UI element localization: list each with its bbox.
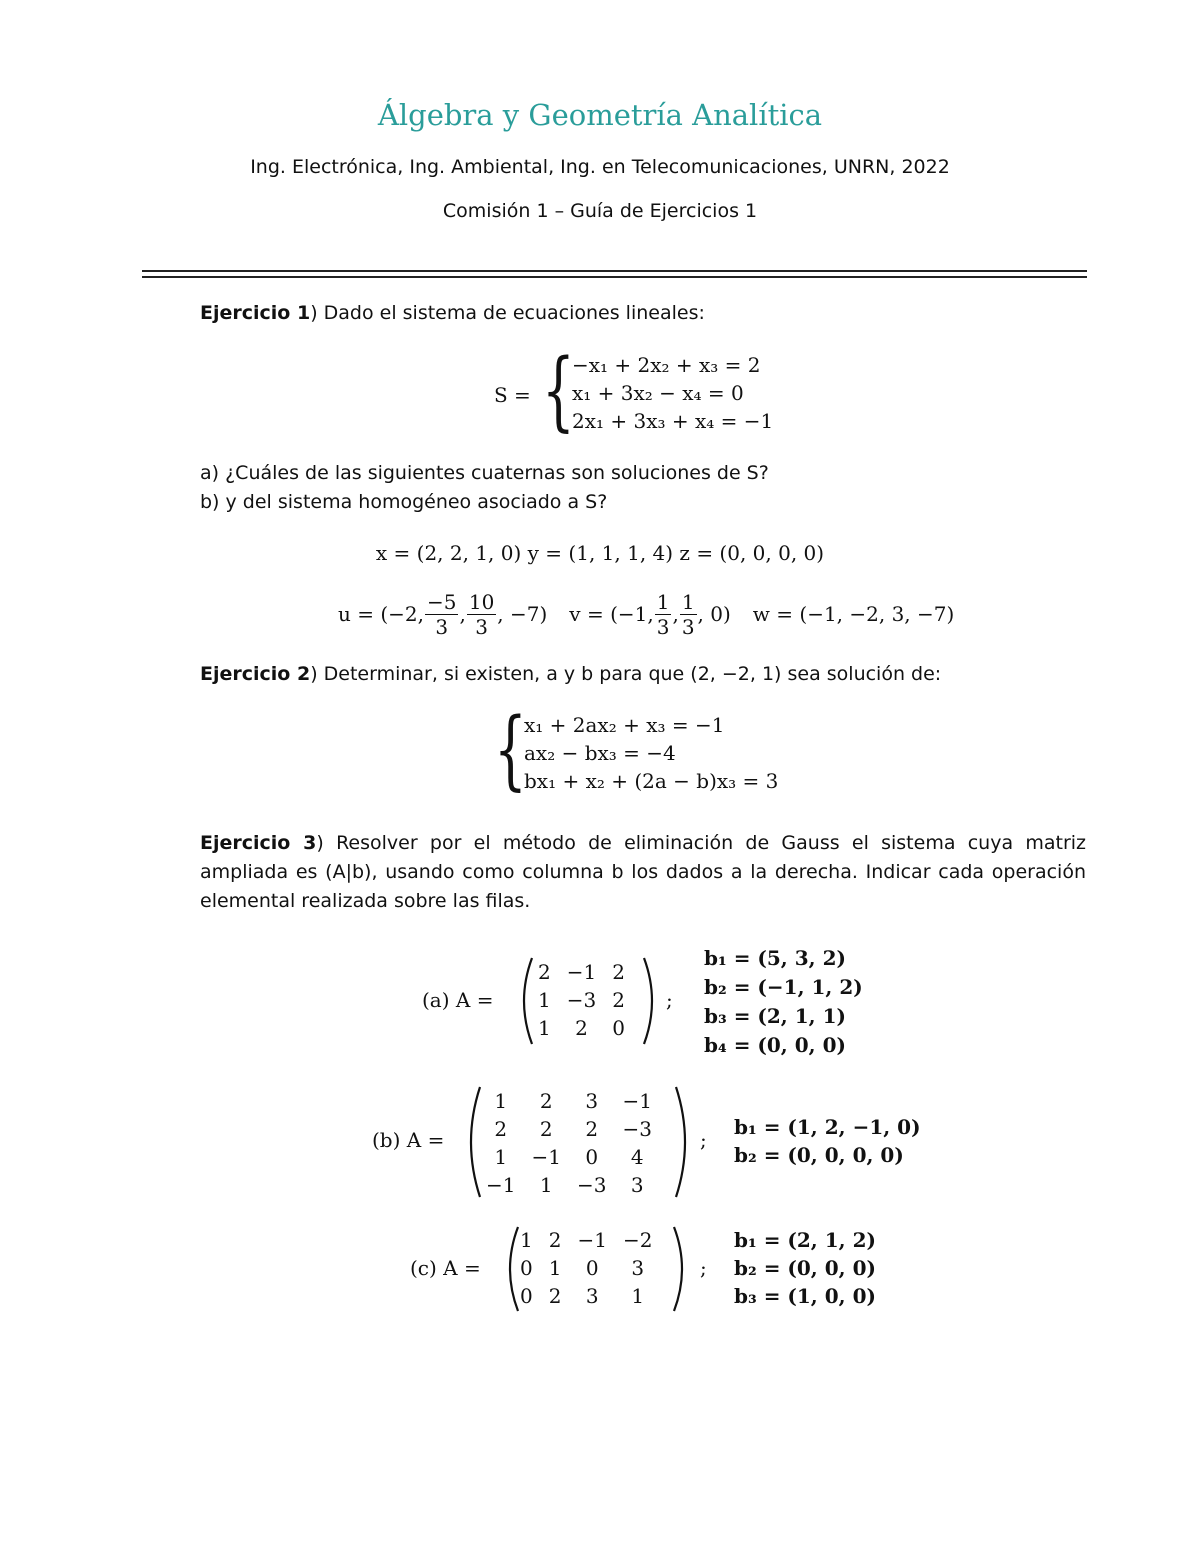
ej1-vector-w: w = (−1, −2, 3, −7) xyxy=(752,602,955,626)
ej3-intro: ) Resolver por el método de eliminación de Gauss el sistema cuya matriz ampliada es (A|b), usando como columna b los dados a la derecha. Indicar cada operación elemental realizada sobre las filas. xyxy=(200,832,1087,912)
ej3b-b1: b₁ = (1, 2, −1, 0) xyxy=(734,1115,921,1139)
matrix-cell: 3 xyxy=(630,1173,644,1197)
matrix-row xyxy=(512,1226,660,1254)
ej3a-right-paren xyxy=(640,955,664,1047)
matrix-row xyxy=(530,986,633,1014)
matrix-cell: 1 xyxy=(631,1284,645,1308)
matrix-cell: 3 xyxy=(585,1089,599,1113)
matrix-cell: −3 xyxy=(622,1117,652,1141)
matrix-row xyxy=(530,1014,633,1042)
ej2-heading xyxy=(200,663,941,685)
comma: , xyxy=(459,602,466,626)
ej3a-b3: b₃ = (2, 1, 1) xyxy=(704,1004,846,1028)
ej1-vector-v-suffix: , 0) xyxy=(697,602,731,626)
document-commission: Comisión 1 – Guía de Ejercicios 1 xyxy=(442,200,758,222)
matrix-cell: 1 xyxy=(538,988,551,1012)
matrix-cell: 4 xyxy=(630,1145,644,1169)
ej3a-b4: b₄ = (0, 0, 0) xyxy=(704,1033,846,1057)
matrix-cell: −3 xyxy=(576,1173,607,1197)
ej1-system-lhs: S = xyxy=(494,383,531,407)
matrix-cell: 0 xyxy=(520,1256,533,1280)
matrix-cell: −1 xyxy=(622,1089,652,1113)
matrix-cell: 2 xyxy=(612,960,625,984)
ej1-intro: ) Dado el sistema de ecuaciones lineales: xyxy=(310,302,705,324)
matrix-cell: −1 xyxy=(531,1145,561,1169)
comma: , xyxy=(672,602,679,626)
ej1-eq2: x₁ + 3x₂ − x₄ = 0 xyxy=(572,381,744,405)
matrix-row xyxy=(478,1143,660,1171)
matrix-cell: 0 xyxy=(520,1284,533,1308)
frac-num: 1 xyxy=(656,589,670,614)
frac-num: −5 xyxy=(427,589,457,614)
matrix-cell: 1 xyxy=(494,1089,508,1113)
ej2-eq3: bx₁ + x₂ + (2a − b)x₃ = 3 xyxy=(524,769,779,793)
matrix-cell: 3 xyxy=(631,1256,645,1280)
ej1-v-frac1 xyxy=(655,590,672,639)
matrix-row xyxy=(512,1254,660,1282)
matrix-cell: 2 xyxy=(539,1117,553,1141)
ej1-u-frac2 xyxy=(467,590,496,639)
ej3c-b1: b₁ = (2, 1, 2) xyxy=(734,1228,876,1252)
frac-num: 10 xyxy=(468,589,495,614)
ej1-vector-v-prefix: v = (−1, xyxy=(569,602,654,626)
matrix-cell: 2 xyxy=(548,1284,562,1308)
frac-den: 3 xyxy=(475,614,488,639)
ej3-label: Ejercicio 3 xyxy=(200,832,317,854)
ej1-label: Ejercicio 1 xyxy=(200,302,311,324)
matrix-cell: 0 xyxy=(612,1016,625,1040)
ej3c-b2: b₂ = (0, 0, 0) xyxy=(734,1256,876,1280)
ej1-u-frac1 xyxy=(425,590,458,639)
matrix-cell: 1 xyxy=(538,1016,551,1040)
frac-den: 3 xyxy=(681,614,695,639)
header-rule-top xyxy=(142,270,1087,272)
matrix-cell: 1 xyxy=(539,1173,553,1197)
ej3c-lhs: (c) A = xyxy=(410,1256,481,1280)
ej3a-matrix xyxy=(530,958,633,1042)
matrix-cell: −1 xyxy=(486,1173,516,1197)
matrix-cell: 2 xyxy=(575,1016,588,1040)
matrix-cell: 2 xyxy=(612,988,625,1012)
ej1-question-b: b) y del sistema homogéneo asociado a S? xyxy=(200,491,608,513)
matrix-cell: 3 xyxy=(585,1284,599,1308)
ej1-left-brace: { xyxy=(542,341,575,441)
ej3a-b1: b₁ = (5, 3, 2) xyxy=(704,946,846,970)
matrix-cell: −2 xyxy=(622,1228,653,1252)
ej3c-matrix xyxy=(512,1226,660,1310)
ej3b-b2: b₂ = (0, 0, 0, 0) xyxy=(734,1143,904,1167)
matrix-cell: 2 xyxy=(539,1089,553,1113)
ej3-paragraph xyxy=(200,829,1086,916)
document-title: Álgebra y Geometría Analítica xyxy=(377,98,823,132)
matrix-cell: 1 xyxy=(520,1228,533,1252)
ej3b-matrix xyxy=(478,1087,660,1199)
ej1-vector-u-prefix: u = (−2, xyxy=(338,602,424,626)
matrix-cell: −3 xyxy=(566,988,597,1012)
ej1-eq1: −x₁ + 2x₂ + x₃ = 2 xyxy=(572,353,761,377)
ej1-question-a: a) ¿Cuáles de las siguientes cuaternas son soluciones de S? xyxy=(200,462,769,484)
frac-num: 1 xyxy=(681,589,695,614)
ej1-heading xyxy=(200,302,705,324)
ej2-label: Ejercicio 2 xyxy=(200,663,311,685)
matrix-cell: −1 xyxy=(566,960,597,984)
ej3a-lhs: (a) A = xyxy=(422,988,494,1012)
header-rule-bottom xyxy=(142,276,1087,278)
ej3b-separator: ; xyxy=(700,1128,707,1152)
frac-den: 3 xyxy=(656,614,670,639)
ej3b-right-paren xyxy=(672,1084,696,1200)
matrix-cell: 1 xyxy=(548,1256,562,1280)
matrix-row xyxy=(530,958,633,986)
matrix-row xyxy=(478,1115,660,1143)
matrix-cell: 2 xyxy=(585,1117,599,1141)
matrix-cell: 2 xyxy=(538,960,551,984)
matrix-cell: 1 xyxy=(494,1145,508,1169)
ej3a-b2: b₂ = (−1, 1, 2) xyxy=(704,975,863,999)
matrix-cell: 0 xyxy=(585,1145,599,1169)
ej2-intro: ) Determinar, si existen, a y b para que (2, −2, 1) sea solución de: xyxy=(310,663,942,685)
ej2-eq1: x₁ + 2ax₂ + x₃ = −1 xyxy=(524,713,725,737)
matrix-row xyxy=(478,1087,660,1115)
ej1-v-frac2 xyxy=(680,590,697,639)
ej3c-b3: b₃ = (1, 0, 0) xyxy=(734,1284,876,1308)
ej3b-lhs: (b) A = xyxy=(372,1128,445,1152)
ej3c-right-paren xyxy=(670,1224,694,1314)
ej2-left-brace: { xyxy=(494,700,527,800)
matrix-row xyxy=(512,1282,660,1310)
matrix-cell: 2 xyxy=(548,1228,562,1252)
ej1-vectors-row1: x = (2, 2, 1, 0) y = (1, 1, 1, 4) z = (0, 0, 0, 0) xyxy=(375,541,825,565)
ej1-vector-u-suffix: , −7) xyxy=(497,602,548,626)
matrix-cell: 2 xyxy=(494,1117,508,1141)
matrix-cell: −1 xyxy=(577,1228,607,1252)
ej3c-separator: ; xyxy=(700,1256,707,1280)
ej1-eq3: 2x₁ + 3x₃ + x₄ = −1 xyxy=(572,409,774,433)
frac-den: 3 xyxy=(435,614,449,639)
ej1-vectors-row2 xyxy=(338,588,954,640)
ej3a-separator: ; xyxy=(666,988,673,1012)
matrix-row xyxy=(478,1171,660,1199)
matrix-cell: 0 xyxy=(585,1256,599,1280)
ej2-eq2: ax₂ − bx₃ = −4 xyxy=(524,741,676,765)
document-subtitle: Ing. Electrónica, Ing. Ambiental, Ing. en Telecomunicaciones, UNRN, 2022 xyxy=(250,156,950,178)
